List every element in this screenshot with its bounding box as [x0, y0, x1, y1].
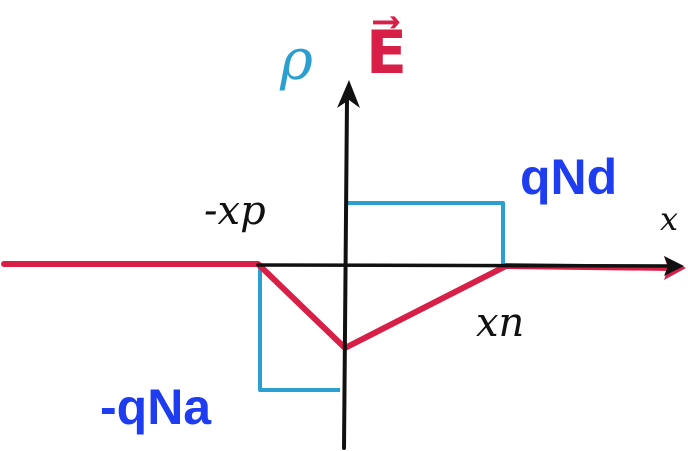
xn-label: xn: [476, 300, 525, 346]
charge-density-n-side: [347, 203, 503, 265]
xp-label: -xp: [204, 188, 266, 234]
electric-field-label: E⃗: [366, 18, 407, 88]
rho-label: ρ: [280, 28, 313, 93]
electric-field-line: [4, 264, 672, 348]
charge-n-side-label: qNd: [520, 149, 618, 205]
y-axis-line: [344, 100, 347, 448]
x-axis-label: x: [660, 200, 679, 238]
x-axis-line: [258, 265, 672, 266]
charge-p-side-label: -qNa: [100, 379, 212, 435]
